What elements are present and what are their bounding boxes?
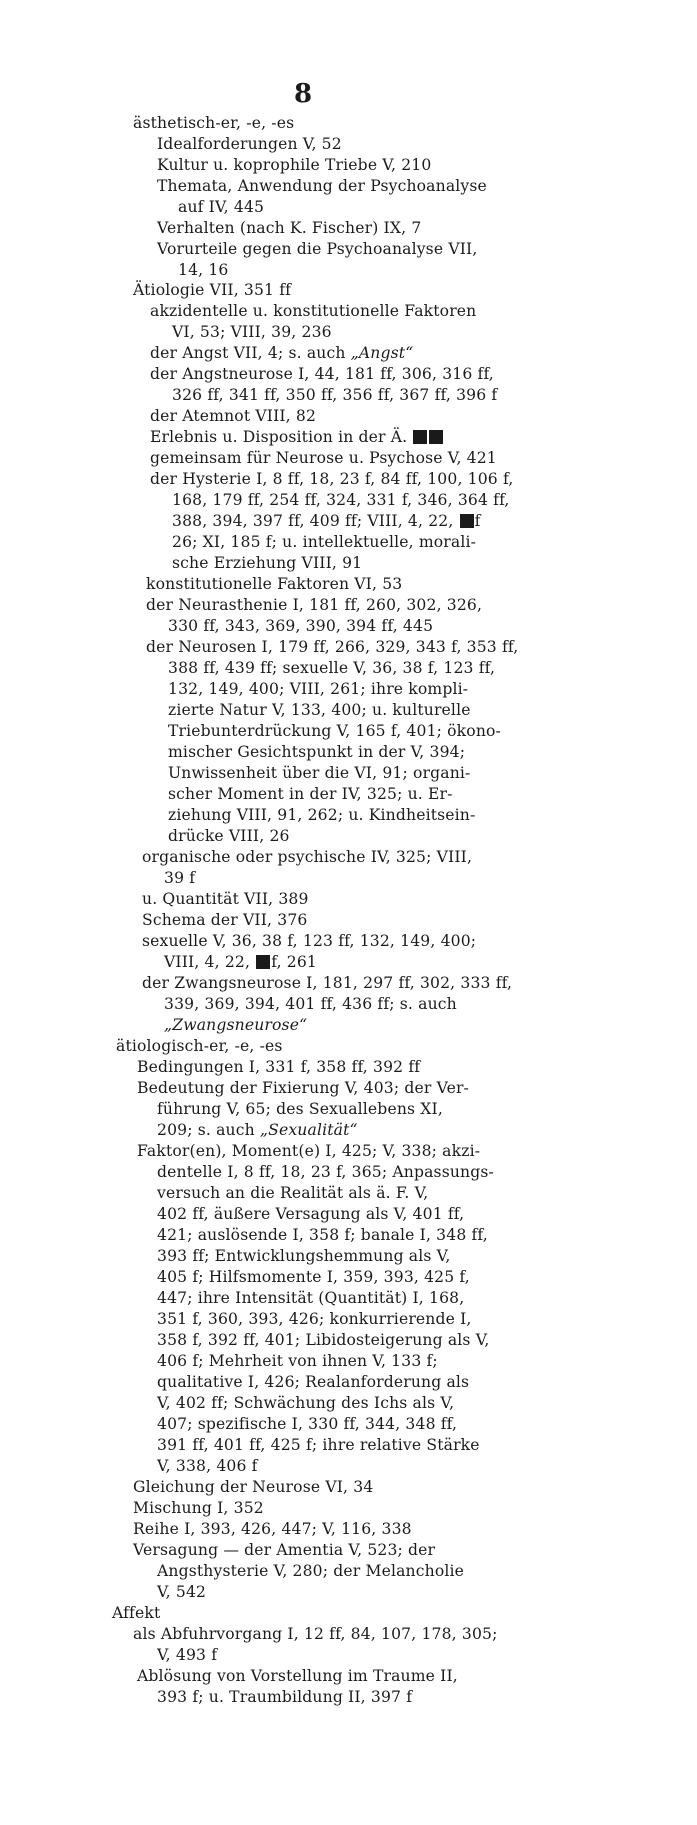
index-line-text: 406 f; Mehrheit von ihnen V, 133 f; bbox=[157, 1352, 438, 1370]
index-line-text: organische oder psychische IV, 325; VIII, bbox=[142, 848, 473, 866]
index-line bbox=[157, 1205, 464, 1223]
index-line-text: konstitutionelle Faktoren VI, 53 bbox=[146, 575, 403, 593]
index-line-text: 388 ff, 439 ff; sexuelle V, 36, 38 f, 123 ff, bbox=[168, 659, 496, 677]
index-line bbox=[133, 281, 291, 299]
index-line-text: 393 ff; Entwicklungshemmung als V, bbox=[157, 1247, 451, 1265]
index-line bbox=[157, 156, 431, 174]
index-line-text: Faktor(en), Moment(e) I, 425; V, 338; akzi- bbox=[137, 1142, 481, 1160]
index-line bbox=[133, 1625, 498, 1643]
index-line bbox=[157, 1373, 469, 1391]
index-line bbox=[150, 407, 316, 425]
index-line bbox=[172, 386, 497, 404]
index-line bbox=[168, 722, 501, 740]
index-line bbox=[112, 1604, 160, 1622]
index-line bbox=[142, 848, 472, 866]
index-line bbox=[157, 1226, 488, 1244]
index-line bbox=[164, 869, 195, 887]
index-line-text: Unwissenheit über die VI, 91; organi- bbox=[168, 764, 471, 782]
index-line-text: ästhetisch-er, -e, -es bbox=[133, 114, 295, 132]
index-line bbox=[157, 1289, 464, 1307]
index-line bbox=[137, 1142, 480, 1160]
redaction-block bbox=[413, 430, 427, 444]
index-line-text: 14, 16 bbox=[178, 261, 229, 279]
index-line-text: ätiologisch-er, -e, -es bbox=[116, 1037, 283, 1055]
index-line-text: V, 402 ff; Schwächung des Ichs als V, bbox=[157, 1394, 455, 1412]
index-line bbox=[168, 785, 453, 803]
index-line bbox=[157, 1331, 490, 1349]
index-line-text: Versagung — der Amentia V, 523; der bbox=[133, 1541, 436, 1559]
index-line-text: 339, 369, 394, 401 ff, 436 ff; s. auch bbox=[164, 995, 457, 1013]
index-line bbox=[157, 1415, 457, 1433]
index-line-text: der Hysterie I, 8 ff, 18, 23 f, 84 ff, 100, 106 f, bbox=[150, 470, 514, 488]
index-line-text: Themata, Anwendung der Psychoanalyse bbox=[157, 177, 487, 195]
index-line-text: 132, 149, 400; VIII, 261; ihre kompli- bbox=[168, 680, 469, 698]
index-line bbox=[164, 1016, 307, 1034]
index-line bbox=[133, 1520, 412, 1538]
index-line bbox=[137, 1667, 458, 1685]
index-line bbox=[168, 806, 475, 824]
index-line bbox=[150, 449, 497, 467]
index-line bbox=[168, 743, 465, 761]
index-line bbox=[178, 261, 229, 279]
index-line-text: 26; XI, 185 f; u. intellektuelle, morali- bbox=[172, 533, 477, 551]
index-line-text: Reihe I, 393, 426, 447; V, 116, 338 bbox=[133, 1520, 412, 1538]
index-line bbox=[157, 1352, 438, 1370]
index-line-text: der Zwangsneurose I, 181, 297 ff, 302, 333 ff, bbox=[142, 974, 513, 992]
index-line-text: Schema der VII, 376 bbox=[142, 911, 308, 929]
index-line-text: V, 338, 406 f bbox=[157, 1457, 258, 1475]
index-line-text: Mischung I, 352 bbox=[133, 1499, 264, 1517]
index-line-text: der Angst VII, 4; s. auch „Angst“ bbox=[150, 344, 414, 362]
index-line bbox=[133, 1478, 373, 1496]
index-line bbox=[178, 198, 264, 216]
index-line-text: 421; auslösende I, 358 f; banale I, 348 ff, bbox=[157, 1226, 488, 1244]
index-line bbox=[146, 596, 482, 614]
index-line-text: Vorurteile gegen die Psychoanalyse VII, bbox=[157, 240, 478, 258]
index-line bbox=[157, 1184, 428, 1202]
index-line bbox=[142, 974, 512, 992]
index-line-text: „Zwangsneurose“ bbox=[164, 1016, 308, 1034]
index-line-text: 330 ff, 343, 369, 390, 394 ff, 445 bbox=[168, 617, 434, 635]
index-line bbox=[142, 932, 476, 950]
index-line-text: 358 f, 392 ff, 401; Libidosteigerung als V, bbox=[157, 1331, 490, 1349]
index-line bbox=[157, 177, 487, 195]
index-line bbox=[172, 554, 362, 572]
index-line-text: 405 f; Hilfsmomente I, 359, 393, 425 f, bbox=[157, 1268, 470, 1286]
index-line-text: u. Quantität VII, 389 bbox=[142, 890, 309, 908]
index-line-text: 39 f bbox=[164, 869, 196, 887]
index-line-text: der Atemnot VIII, 82 bbox=[150, 407, 317, 425]
index-line-text: 447; ihre Intensität (Quantität) I, 168, bbox=[157, 1289, 465, 1307]
index-line bbox=[157, 1688, 412, 1706]
index-line-text: Gleichung der Neurose VI, 34 bbox=[133, 1478, 374, 1496]
index-line bbox=[157, 1583, 206, 1601]
index-line bbox=[172, 323, 332, 341]
index-line bbox=[164, 953, 317, 971]
index-line-text: Erlebnis u. Disposition in der Ä. bbox=[150, 428, 408, 446]
index-line bbox=[157, 1163, 494, 1181]
index-line bbox=[157, 1100, 443, 1118]
index-line bbox=[150, 428, 444, 446]
index-line-text: 209; s. auch „Sexualität“ bbox=[157, 1121, 358, 1139]
index-line-text: mischer Gesichtspunkt in der V, 394; bbox=[168, 743, 466, 761]
index-line-text: ziehung VIII, 91, 262; u. Kindheitsein- bbox=[168, 806, 476, 824]
index-line bbox=[157, 1562, 464, 1580]
index-line bbox=[172, 533, 476, 551]
index-line-text: 388, 394, 397 ff, 409 ff; VIII, 4, 22, bbox=[172, 512, 454, 530]
index-line-text: auf IV, 445 bbox=[178, 198, 265, 216]
index-line bbox=[172, 512, 480, 530]
index-line bbox=[137, 1079, 469, 1097]
index-line bbox=[133, 1499, 264, 1517]
index-line-text: V, 493 f bbox=[157, 1646, 218, 1664]
index-line-text: versuch an die Realität als ä. F. V, bbox=[157, 1184, 429, 1202]
index-line-tail: f, 261 bbox=[271, 953, 317, 971]
index-line bbox=[150, 470, 513, 488]
index-line-text: akzidentelle u. konstitutionelle Faktoren bbox=[150, 302, 477, 320]
index-line bbox=[116, 1037, 283, 1055]
index-line bbox=[168, 680, 468, 698]
index-line-text: gemeinsam für Neurose u. Psychose V, 421 bbox=[150, 449, 497, 467]
index-line-text: Verhalten (nach K. Fischer) IX, 7 bbox=[157, 219, 422, 237]
index-line-text: scher Moment in der IV, 325; u. Er- bbox=[168, 785, 453, 803]
index-line bbox=[150, 365, 494, 383]
index-line-text: Angsthysterie V, 280; der Melancholie bbox=[157, 1562, 465, 1580]
index-line bbox=[157, 1310, 472, 1328]
index-line bbox=[133, 114, 294, 132]
index-line-text: führung V, 65; des Sexuallebens XI, bbox=[157, 1100, 443, 1118]
index-line bbox=[157, 1121, 358, 1139]
index-line bbox=[146, 638, 518, 656]
index-line bbox=[168, 617, 433, 635]
index-line bbox=[164, 995, 457, 1013]
index-line bbox=[142, 890, 309, 908]
index-line bbox=[142, 911, 307, 929]
index-line bbox=[168, 701, 471, 719]
index-line-text: VI, 53; VIII, 39, 236 bbox=[172, 323, 332, 341]
index-line-text: Bedingungen I, 331 f, 358 ff, 392 ff bbox=[137, 1058, 421, 1076]
index-line bbox=[168, 764, 470, 782]
index-line-text: Idealforderungen V, 52 bbox=[157, 135, 342, 153]
index-line-text: drücke VIII, 26 bbox=[168, 827, 290, 845]
redaction-block bbox=[429, 430, 443, 444]
index-line-text: Affekt bbox=[112, 1604, 161, 1622]
index-line bbox=[157, 1646, 217, 1664]
index-line-text: 168, 179 ff, 254 ff, 324, 331 f, 346, 364 ff, bbox=[172, 491, 510, 509]
redaction-block bbox=[460, 514, 474, 528]
index-line bbox=[157, 135, 342, 153]
index-line bbox=[150, 344, 413, 362]
index-line-text: 351 f, 360, 393, 426; konkurrierende I, bbox=[157, 1310, 472, 1328]
index-line bbox=[157, 1457, 258, 1475]
index-line-text: VIII, 4, 22, bbox=[164, 953, 251, 971]
index-line-text: Triebunterdrückung V, 165 f, 401; ökono- bbox=[168, 722, 501, 740]
index-line-text: der Angstneurose I, 44, 181 ff, 306, 316 ff, bbox=[150, 365, 494, 383]
index-line-text: der Neurosen I, 179 ff, 266, 329, 343 f, 353 ff, bbox=[146, 638, 519, 656]
index-line bbox=[146, 575, 402, 593]
index-line bbox=[168, 827, 290, 845]
index-line bbox=[157, 1394, 454, 1412]
index-line bbox=[168, 659, 495, 677]
index-line bbox=[133, 1541, 435, 1559]
index-line-text: Bedeutung der Fixierung V, 403; der Ver- bbox=[137, 1079, 469, 1097]
index-line bbox=[172, 491, 510, 509]
index-line bbox=[157, 1247, 450, 1265]
index-line-text: 393 f; u. Traumbildung II, 397 f bbox=[157, 1688, 413, 1706]
index-line bbox=[157, 240, 477, 258]
index-line-text: qualitative I, 426; Realanforderung als bbox=[157, 1373, 470, 1391]
index-line-text: Ablösung von Vorstellung im Traume II, bbox=[137, 1667, 458, 1685]
index-line-text: sche Erziehung VIII, 91 bbox=[172, 554, 363, 572]
index-line-text: 407; spezifische I, 330 ff, 344, 348 ff, bbox=[157, 1415, 458, 1433]
index-line-text: V, 542 bbox=[157, 1583, 207, 1601]
index-line-text: als Abfuhrvorgang I, 12 ff, 84, 107, 178, 305; bbox=[133, 1625, 498, 1643]
index-line-text: Kultur u. koprophile Triebe V, 210 bbox=[157, 156, 432, 174]
index-line bbox=[157, 219, 421, 237]
index-line-text: der Neurasthenie I, 181 ff, 260, 302, 326, bbox=[146, 596, 483, 614]
index-line-text: dentelle I, 8 ff, 18, 23 f, 365; Anpassungs- bbox=[157, 1163, 494, 1181]
index-line bbox=[157, 1268, 470, 1286]
index-line bbox=[137, 1058, 420, 1076]
page-number: 8 bbox=[294, 79, 313, 109]
index-line bbox=[157, 1436, 480, 1454]
redaction-block bbox=[256, 955, 270, 969]
index-line bbox=[150, 302, 476, 320]
index-line-tail: f bbox=[474, 512, 481, 530]
index-line-text: 402 ff, äußere Versagung als V, 401 ff, bbox=[157, 1205, 465, 1223]
index-line-text: sexuelle V, 36, 38 f, 123 ff, 132, 149, 400; bbox=[142, 932, 477, 950]
index-line-text: zierte Natur V, 133, 400; u. kulturelle bbox=[168, 701, 471, 719]
index-line-text: 391 ff, 401 ff, 425 f; ihre relative Stärke bbox=[157, 1436, 480, 1454]
index-line-text: 326 ff, 341 ff, 350 ff, 356 ff, 367 ff, 396 f bbox=[172, 386, 498, 404]
index-line-text: Ätiologie VII, 351 ff bbox=[133, 281, 292, 299]
